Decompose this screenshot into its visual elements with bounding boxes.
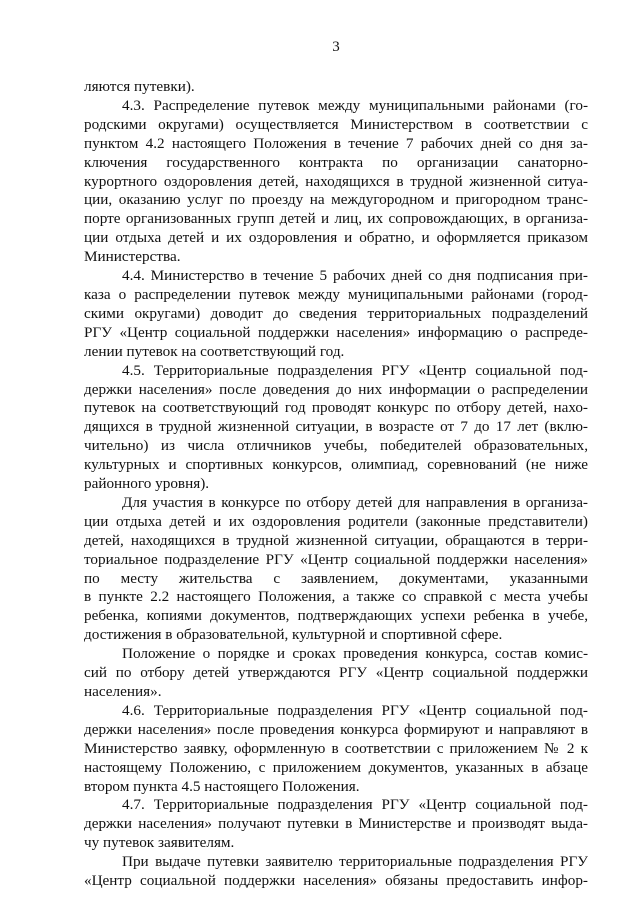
text-line: РГУ «Центр социальной поддержки населения» информацию о распреде- (84, 323, 588, 341)
text-line: культурных и спортивных конкурсов, олимпиад, соревнований (не ниже (84, 456, 588, 474)
text-line: ребенка, копиями документов, подтверждающих успехи ребенка в учебе, (84, 607, 588, 625)
text-line: Для участия в конкурсе по отбору детей для направления в организа- (122, 493, 588, 511)
text-line: Положение о порядке и сроках проведения конкурса, состав комис- (122, 645, 588, 663)
text-line: 4.7. Территориальные подразделения РГУ «Центр социальной под- (122, 796, 588, 814)
text-line: При выдаче путевки заявителю территориальные подразделения РГУ (122, 853, 588, 871)
text-line: ляются путевки). (84, 78, 195, 95)
text-line: «Центр социальной поддержки населения» обязаны предоставить инфор- (84, 872, 588, 890)
text-line: чу путевок заявителям. (84, 834, 235, 852)
text-line: чительно) из числа отличников учебы, победителей образовательных, (84, 437, 588, 455)
text-line: 4.3. Распределение путевок между муниципальными районами (го- (122, 96, 588, 114)
text-line: каза о распределении путевок между муниципальными районами (город- (84, 285, 588, 303)
text-line: ции отдыха детей и их оздоровления родители (законные представители) (84, 512, 588, 530)
text-line: детей, находящихся в трудной жизненной ситуации, обращаются в терри- (84, 531, 588, 549)
text-line: родскими округами) осуществляется Министерством в соответствии с (84, 115, 588, 133)
text-line: Министерства. (84, 248, 181, 266)
text-line: ториальное подразделение РГУ «Центр социальной поддержки населения» (84, 550, 588, 568)
text-line: лении путевок на соответствующий год. (84, 342, 345, 360)
text-line: курортного оздоровления детей, находящихся в трудной жизненной ситуа- (84, 172, 588, 190)
text-line: по месту жительства с заявлением, документами, указанными (84, 569, 588, 587)
text-line: скими округами) доводит до сведения территориальных подразделений (84, 304, 588, 322)
text-line: районного уровня). (84, 475, 210, 493)
text-line: путевок на соответствующий год проводят конкурс по отбору детей, нахо- (84, 399, 588, 417)
text-line: держки населения» получают путевки в Министерстве и производят выда- (84, 815, 588, 833)
document-body (84, 78, 588, 891)
text-line: пунктом 4.2 настоящего Положения в течение 7 рабочих дней со дня за- (84, 134, 588, 152)
text-line: населения». (84, 683, 162, 700)
text-line: сий по отбору детей утверждаются РГУ «Центр социальной поддержки (84, 664, 588, 682)
text-line: ции отдыха детей и их оздоровления и обратно, и оформляется приказом (84, 229, 588, 247)
page-number: 3 (332, 39, 340, 55)
text-line: в пункте 2.2 настоящего Положения, а также со справкой с места учебы (84, 588, 588, 606)
text-line: ключения государственного контракта по организации санаторно- (84, 153, 588, 171)
text-line: держки населения» после доведения до них информации о распределении (84, 380, 588, 398)
text-line: держки населения» после проведения конкурса формируют и направляют в (84, 720, 588, 738)
text-line: порте организованных групп детей и лиц, их сопровождающих, в организа- (84, 210, 588, 228)
text-line: ции, оказанию услуг по проезду на междугородном и пригородном транс- (84, 191, 588, 209)
text-line: 4.5. Территориальные подразделения РГУ «Центр социальной под- (122, 361, 588, 379)
text-line: 4.6. Территориальные подразделения РГУ «Центр социальной под- (122, 701, 588, 719)
text-line: настоящему Положению, с приложением документов, указанных в абзаце (84, 758, 588, 776)
text-line: втором пункта 4.5 настоящего Положения. (84, 777, 360, 795)
text-line: Министерство заявку, оформленную в соответствии с приложением № 2 к (84, 739, 588, 757)
text-line: 4.4. Министерство в течение 5 рабочих дней со дня подписания при- (122, 267, 588, 285)
text-line: дящихся в трудной жизненной ситуации, в возрасте от 7 до 17 лет (вклю- (84, 418, 588, 436)
text-line: достижения в образовательной, культурной и спортивной сфере. (84, 626, 503, 644)
